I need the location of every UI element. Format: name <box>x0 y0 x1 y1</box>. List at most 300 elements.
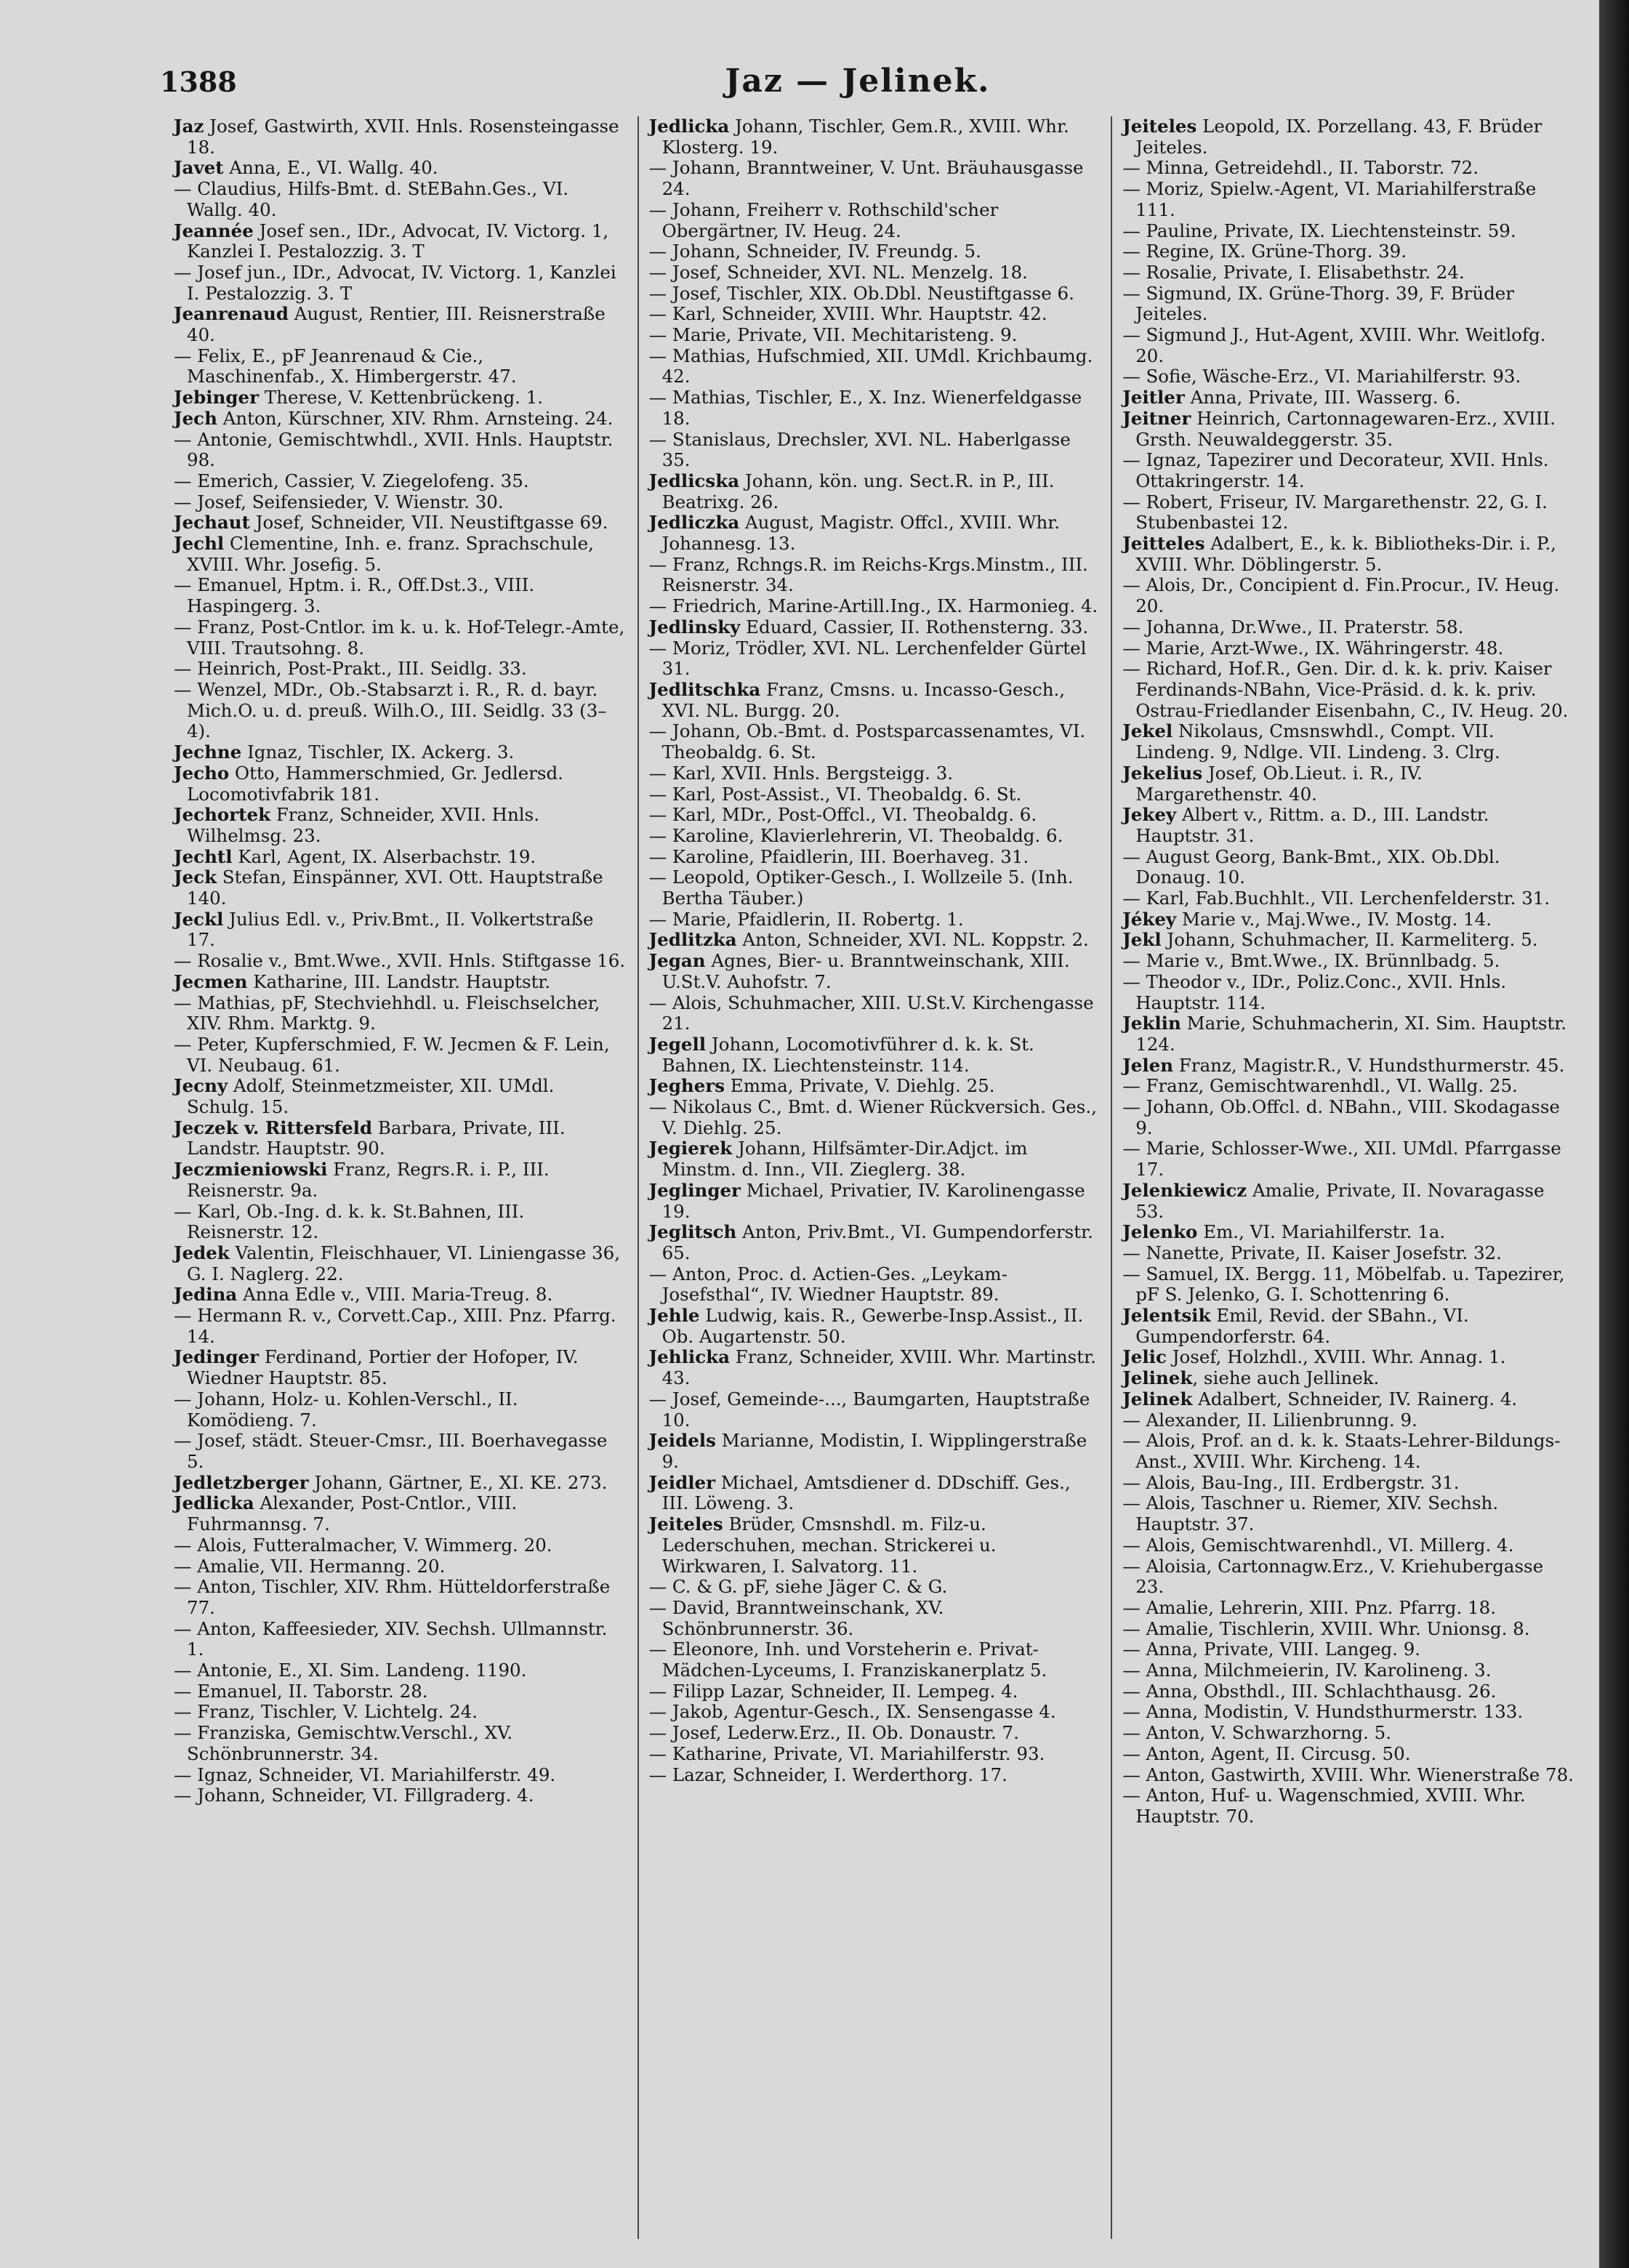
entry-surname: Jeiteles <box>1122 116 1197 137</box>
entry-text: — Josef, städt. Steuer-Cmsr., III. Boerhavegasse 5. <box>174 1430 608 1472</box>
entry-text: — Johann, Schneider, VI. Fillgraderg. 4. <box>174 1785 534 1806</box>
entry-surname: Jelenkiewicz <box>1122 1179 1247 1201</box>
entry-text: — Aloisia, Cartonnagw.Erz., V. Kriehubergasse 23. <box>1122 1555 1544 1598</box>
entry-text: — Amalie, VII. Hermanng. 20. <box>174 1555 446 1577</box>
directory-entry <box>649 680 1101 721</box>
entry-text: — Regine, IX. Grüne-Thorg. 39. <box>1122 241 1407 262</box>
directory-entry <box>649 805 1101 826</box>
directory-entry <box>649 1347 1101 1388</box>
directory-entry <box>1122 116 1574 158</box>
entry-text: Josef, Gastwirth, XVII. Hnls. Rosensteingasse 18. <box>187 116 619 158</box>
entry-text: Adolf, Steinmetzmeister, XII. UMdl. Schulg. 15. <box>187 1075 555 1118</box>
directory-entry <box>174 951 627 972</box>
directory-entry <box>1122 721 1574 763</box>
entry-surname: Jeanrenaud <box>174 303 289 325</box>
entry-text: — Alois, Dr., Concipient d. Fin.Procur., IV. Heug. 20. <box>1122 574 1560 617</box>
directory-entry <box>1122 1765 1574 1786</box>
entry-text: Anton, Schneider, XVI. NL. Koppstr. 2. <box>736 929 1089 951</box>
entry-text: — Johann, Ob.-Bmt. d. Postsparcassenamtes, VI. Theobaldg. 6. St. <box>648 720 1086 763</box>
directory-entry <box>174 1785 627 1806</box>
directory-entry <box>649 847 1101 868</box>
entry-text: — Josef jun., IDr., Advocat, IV. Victorg. 1, Kanzlei I. Pestalozzig. 3. T <box>174 261 616 304</box>
directory-entry <box>649 471 1101 512</box>
directory-entry <box>649 909 1101 930</box>
directory-entry <box>1122 492 1574 534</box>
entry-text: — Alois, Schuhmacher, XIII. U.St.V. Kirchengasse 21. <box>648 992 1094 1034</box>
entry-text: — Anton, Kaffeesieder, XIV. Sechsh. Ullmannstr. 1. <box>174 1617 608 1660</box>
entry-surname: Jedlicka <box>174 1492 254 1514</box>
directory-entry <box>1122 1013 1574 1055</box>
entry-surname: Jedlitschka <box>648 678 761 700</box>
directory-entry <box>1122 1181 1574 1222</box>
directory-entry <box>174 1660 627 1681</box>
entry-text: — Amalie, Lehrerin, XIII. Pnz. Pfarrg. 18. <box>1122 1596 1497 1618</box>
entry-text: Agnes, Bier- u. Branntweinschank, XIII. U.St.V. Auhofstr. 7. <box>661 950 1070 992</box>
directory-entry <box>1122 1243 1574 1264</box>
directory-entry <box>649 262 1101 284</box>
entry-text: Franz, Regrs.R. i. P., III. Reisnerstr. 9a. <box>187 1159 550 1201</box>
entry-text: — Anna, Private, VIII. Langeg. 9. <box>1122 1638 1421 1660</box>
entry-text: — Anna, Milchmeierin, IV. Karolineng. 3. <box>1122 1660 1492 1681</box>
directory-entry <box>649 1097 1101 1138</box>
entry-text: Ludwig, kais. R., Gewerbe-Insp.Assist., II. Ob. Augartenstr. 50. <box>661 1305 1084 1347</box>
directory-entry <box>174 763 627 805</box>
entry-text: — Samuel, IX. Bergg. 11, Möbelfab. u. Tapezirer, pF S. Jelenko, G. I. Schottenring 6. <box>1122 1263 1565 1306</box>
entry-surname: Jekl <box>1122 929 1162 951</box>
entry-surname: Jeitner <box>1122 407 1191 429</box>
directory-entry <box>1122 325 1574 366</box>
directory-entry <box>174 387 627 409</box>
entry-text: — Anna, Obsthdl., III. Schlachthausg. 26. <box>1122 1680 1497 1702</box>
directory-entry <box>1122 805 1574 846</box>
entry-text: Anton, Priv.Bmt., VI. Gumpendorferstr. 65. <box>661 1221 1093 1263</box>
directory-entry <box>174 262 627 304</box>
directory-entry <box>1122 179 1574 220</box>
entry-text: Josef, Ob.Lieut. i. R., IV. Margarethenstr. 40. <box>1135 762 1423 805</box>
entry-surname: Jecho <box>174 762 230 784</box>
entry-text: — Anton, V. Schwarzhorng. 5. <box>1122 1722 1392 1744</box>
entry-surname: Jekelius <box>1122 762 1203 784</box>
directory-entry <box>649 555 1101 596</box>
entry-text: — Emanuel, Hptm. i. R., Off.Dst.3., VIII. Haspingerg. 3. <box>174 574 535 617</box>
directory-entry <box>649 1222 1101 1263</box>
entry-text: — Emanuel, II. Taborstr. 28. <box>174 1680 428 1702</box>
entry-text: — Hermann R. v., Corvett.Cap., XIII. Pnz. Pfarrg. 14. <box>174 1305 616 1347</box>
directory-entry <box>649 116 1101 158</box>
directory-entry <box>174 1202 627 1243</box>
entry-surname: Jelic <box>1122 1346 1167 1368</box>
entry-text: — Sigmund, IX. Grüne-Thorg. 39, F. Brüder Jeiteles. <box>1122 282 1515 325</box>
directory-entry <box>649 387 1101 429</box>
directory-entry <box>174 1577 627 1618</box>
entry-surname: Jeiteles <box>648 1513 723 1535</box>
directory-entry <box>649 158 1101 199</box>
entry-text: Johann, kön. ung. Sect.R. in P., III. Beatrixg. 26. <box>661 470 1055 512</box>
entry-surname: Jedinger <box>174 1346 260 1368</box>
entry-text: — Karoline, Pfaidlerin, III. Boerhaveg. 31. <box>648 845 1029 867</box>
directory-entry <box>1122 763 1574 805</box>
directory-entry <box>174 1681 627 1702</box>
page-number: 1388 <box>160 65 237 98</box>
directory-entry <box>649 930 1101 951</box>
directory-entry <box>1122 387 1574 409</box>
directory-entry <box>649 325 1101 346</box>
directory-entry <box>174 1493 627 1535</box>
entry-text: — Franz, Tischler, V. Lichtelg. 24. <box>174 1701 478 1723</box>
entry-text: — Johann, Ob.Offcl. d. NBahn., VIII. Skodagasse 9. <box>1122 1096 1560 1138</box>
entry-text: — Franziska, Gemischtw.Verschl., XV. Schönbrunnerstr. 34. <box>174 1722 513 1764</box>
entry-surname: Jedlicka <box>648 116 730 137</box>
directory-entry <box>174 1765 627 1786</box>
directory-entry <box>1122 847 1574 888</box>
entry-text: August, Rentier, III. Reisnerstraße 40. <box>187 303 606 346</box>
entry-text: Franz, Magistr.R., V. Hundsthurmerstr. 45. <box>1173 1054 1565 1076</box>
directory-entry <box>174 471 627 492</box>
directory-entry <box>1122 284 1574 325</box>
directory-entry <box>1122 1368 1574 1389</box>
entry-surname: Jelenko <box>1122 1221 1198 1243</box>
entry-surname: Jekel <box>1122 720 1173 742</box>
entry-surname: Jegan <box>648 950 706 972</box>
entry-text: — Amalie, Tischlerin, XVIII. Whr. Unionsg. 8. <box>1122 1617 1530 1639</box>
directory-entry <box>1122 1264 1574 1306</box>
entry-text: Johann, Schuhmacher, II. Karmeliterg. 5. <box>1161 929 1538 951</box>
entry-text: Julius Edl. v., Priv.Bmt., II. Volkertstraße 17. <box>187 908 594 951</box>
entry-text: Em., VI. Mariahilferstr. 1a. <box>1197 1221 1446 1243</box>
directory-entry <box>1122 1535 1574 1556</box>
entry-text: — Marie v., Bmt.Wwe., IX. Brünnlbadg. 5. <box>1122 950 1500 972</box>
entry-text: — Felix, E., pF Jeanrenaud & Cie., Maschinenfab., X. Himbergerstr. 47. <box>174 345 517 387</box>
entry-text: — Richard, Hof.R., Gen. Dir. d. k. k. priv. Kaiser Ferdinands-NBahn, Vice-Präsid. d. k. k. priv. Ostrau-Friedlander Eisenbahn, C., IV. Heug. 20. <box>1122 658 1569 721</box>
entry-text: — Josef, Gemeinde-..., Baumgarten, Hauptstraße 10. <box>648 1388 1090 1431</box>
directory-entry <box>174 1619 627 1660</box>
entry-text: — Wenzel, MDr., Ob.-Stabsarzt i. R., R. d. bayr. Mich.O. u. d. preuß. Wilh.O., III. Seidlg. 33 (3–4). <box>174 678 607 742</box>
directory-entry <box>1122 909 1574 930</box>
entry-text: — Mathias, pF, Stechviehhdl. u. Fleischselcher, XIV. Rhm. Marktg. 9. <box>174 992 600 1034</box>
entry-text: Heinrich, Cartonnagewaren-Erz., XVIII. Grsth. Neuwaldeggerstr. 35. <box>1135 407 1556 450</box>
directory-entry <box>649 1473 1101 1514</box>
entry-text: Albert v., Rittm. a. D., III. Landstr. Hauptstr. 31. <box>1135 804 1489 846</box>
directory-entry <box>174 1118 627 1159</box>
directory-entry <box>1122 158 1574 179</box>
directory-entry <box>649 763 1101 784</box>
entry-text: Valentin, Fleischhauer, VI. Liniengasse 36, G. I. Naglerg. 22. <box>187 1242 620 1284</box>
entry-text: — Anna, Modistin, V. Hundsthurmerstr. 133. <box>1122 1701 1524 1723</box>
entry-text: — Heinrich, Post-Prakt., III. Seidlg. 33. <box>174 658 527 680</box>
directory-entry <box>649 867 1101 909</box>
entry-surname: Jeglitsch <box>648 1221 737 1243</box>
directory-entry <box>649 1264 1101 1306</box>
entry-text: — Emerich, Cassier, V. Ziegelofeng. 35. <box>174 470 529 491</box>
directory-entry <box>1122 1055 1574 1077</box>
directory-entry <box>649 1389 1101 1431</box>
entry-surname: Jeczek v. Rittersfeld <box>174 1117 373 1138</box>
entry-surname: Jeitteles <box>1122 533 1205 555</box>
entry-surname: Javet <box>174 157 224 179</box>
entry-surname: Jedlitzka <box>648 929 737 951</box>
directory-entry <box>174 1389 627 1431</box>
directory-entry <box>649 1702 1101 1723</box>
directory-entry <box>174 221 627 262</box>
directory-entry <box>649 512 1101 554</box>
entry-text: Josef, Schneider, VII. Neustiftgasse 69. <box>249 512 608 534</box>
entry-text: — Franz, Post-Cntlor. im k. u. k. Hof-Telegr.-Amte, VIII. Trautsohng. 8. <box>174 616 625 659</box>
entry-text: — Marie, Private, VII. Mechitaristeng. 9. <box>648 324 1018 346</box>
directory-entry <box>1122 1723 1574 1744</box>
entry-text: — Theodor v., IDr., Poliz.Conc., XVII. Hnls. Hauptstr. 114. <box>1122 970 1507 1013</box>
entry-text: — Nikolaus C., Bmt. d. Wiener Rückversich. Ges., V. Diehlg. 25. <box>648 1096 1097 1138</box>
entry-surname: Jeczmieniowski <box>174 1159 328 1181</box>
entry-text: — Johanna, Dr.Wwe., II. Praterstr. 58. <box>1122 616 1464 638</box>
entry-surname: Jechaut <box>174 512 250 534</box>
entry-surname: Jeannée <box>174 220 254 241</box>
directory-entry <box>1122 1097 1574 1138</box>
directory-entry <box>174 742 627 763</box>
entry-text: — Jakob, Agentur-Gesch., IX. Sensengasse 4. <box>648 1701 1056 1723</box>
directory-entry <box>649 1744 1101 1765</box>
directory-entry <box>649 1681 1101 1702</box>
entry-text: — Josef, Lederw.Erz., II. Ob. Donaustr. 7. <box>648 1722 1019 1744</box>
entry-text: — Moriz, Spielw.-Agent, VI. Mariahilferstraße 111. <box>1122 178 1537 220</box>
entry-text: Marie, Schuhmacherin, XI. Sim. Hauptstr. 124. <box>1135 1013 1567 1055</box>
entry-surname: Jecny <box>174 1075 228 1097</box>
directory-entry <box>1122 1389 1574 1410</box>
directory-entry <box>1122 1702 1574 1723</box>
entry-text: — Sigmund J., Hut-Agent, XVIII. Whr. Weitlofg. 20. <box>1122 324 1546 366</box>
directory-entry <box>174 1306 627 1347</box>
directory-entry <box>174 1076 627 1117</box>
entry-text: — Stanislaus, Drechsler, XVI. NL. Haberlgasse 35. <box>648 428 1071 471</box>
entry-text: — Sofie, Wäsche-Erz., VI. Mariahilferstr. 93. <box>1122 366 1521 387</box>
entry-text: — Minna, Getreidehdl., II. Taborstr. 72. <box>1122 157 1479 179</box>
directory-entry <box>649 1639 1101 1681</box>
entry-text: — Moriz, Trödler, XVI. NL. Lerchenfelder Gürtel 31. <box>648 637 1087 680</box>
directory-entry <box>649 1514 1101 1577</box>
directory-entry <box>1122 1410 1574 1431</box>
entry-surname: Jechl <box>174 533 225 555</box>
directory-entry <box>649 1765 1101 1786</box>
entry-text: Franz, Schneider, XVIII. Whr. Martinstr. 43. <box>661 1346 1096 1389</box>
entry-text: Alexander, Post-Cntlor., VIII. Fuhrmannsg. 7. <box>187 1492 518 1535</box>
entry-text: — Lazar, Schneider, I. Werderthorg. 17. <box>648 1764 1007 1785</box>
entry-text: Otto, Hammerschmied, Gr. Jedlersd. Locomotivfabrik 181. <box>187 762 563 805</box>
entry-surname: Jeidler <box>648 1471 716 1493</box>
directory-entry <box>1122 1493 1574 1535</box>
entry-text: Nikolaus, Cmsnswhdl., Compt. VII. Lindeng. 9, Ndlge. VII. Lindeng. 3. Clrg. <box>1135 720 1500 763</box>
directory-entry <box>174 909 627 951</box>
entry-text: — Ignaz, Schneider, VI. Mariahilferstr. 49. <box>174 1764 556 1785</box>
directory-entry <box>649 304 1101 325</box>
entry-text: Brüder, Cmsnshdl. m. Filz-u. Lederschuhen, mechan. Strickerei u. Wirkwaren, I. Salvatorg. 11. <box>661 1513 997 1577</box>
entry-surname: Jeckl <box>174 908 224 930</box>
directory-columns <box>164 116 1585 2239</box>
entry-text: — Franz, Rchngs.R. im Reichs-Krgs.Minstm., III. Reisnerstr. 34. <box>648 553 1088 596</box>
directory-entry <box>649 1598 1101 1639</box>
entry-text: Johann, Hilfsämter-Dir.Adjct. im Minstm. d. Inn., VII. Zieglerg. 38. <box>661 1138 1028 1181</box>
entry-text: Anna Edle v., VIII. Maria-Treug. 8. <box>237 1284 553 1306</box>
directory-entry <box>174 346 627 387</box>
entry-text: Emma, Private, V. Diehlg. 25. <box>725 1075 995 1097</box>
directory-entry <box>174 179 627 220</box>
entry-text: — Karl, Ob.-Ing. d. k. k. St.Bahnen, III. Reisnerstr. 12. <box>174 1200 525 1243</box>
directory-entry <box>174 1702 627 1723</box>
entry-surname: Jedlinsky <box>648 616 741 638</box>
entry-text: — Anton, Proc. d. Actien-Ges. „Leykam-Josefsthal“, IV. Wiedner Hauptstr. 89. <box>648 1263 1007 1306</box>
directory-entry <box>1122 409 1574 450</box>
entry-text: Johann, Tischler, Gem.R., XVIII. Whr. Klosterg. 19. <box>661 116 1069 158</box>
directory-entry <box>1122 1619 1574 1640</box>
directory-entry <box>1122 575 1574 616</box>
entry-text: August, Magistr. Offcl., XVIII. Whr. Johannesg. 13. <box>661 512 1061 555</box>
column-1 <box>164 116 637 2239</box>
entry-text: Adalbert, Schneider, IV. Rainerg. 4. <box>1192 1388 1518 1410</box>
column-3 <box>1111 116 1585 2239</box>
directory-entry <box>649 1034 1101 1076</box>
entry-text: — Filipp Lazar, Schneider, II. Lempeg. 4. <box>648 1680 1018 1702</box>
directory-entry <box>649 617 1101 638</box>
directory-entry <box>1122 1744 1574 1765</box>
directory-entry <box>1122 1222 1574 1243</box>
entry-text: — Karl, Schneider, XVIII. Whr. Hauptstr. 42. <box>648 303 1047 325</box>
entry-surname: Jaz <box>174 116 204 137</box>
directory-entry <box>1122 972 1574 1013</box>
directory-entry <box>1122 262 1574 284</box>
entry-text: — Karl, Post-Assist., VI. Theobaldg. 6. St. <box>648 783 1022 805</box>
entry-text: — Karl, Fab.Buchhlt., VII. Lerchenfelderstr. 31. <box>1122 888 1550 909</box>
entry-surname: Jecmen <box>174 970 248 992</box>
entry-text: — Ignaz, Tapezirer und Decorateur, XVII. Hnls. Ottakringerstr. 14. <box>1122 449 1549 491</box>
directory-entry <box>1122 450 1574 491</box>
entry-text: Emil, Revid. der SBahn., VI. Gumpendorferstr. 64. <box>1135 1305 1469 1347</box>
entry-text: — Alois, Gemischtwarenhdl., VI. Millerg. 4. <box>1122 1534 1514 1556</box>
directory-entry <box>649 1577 1101 1598</box>
entry-text: — Rosalie v., Bmt.Wwe., XVII. Hnls. Stiftgasse 16. <box>174 950 626 972</box>
entry-text: — Mathias, Hufschmied, XII. UMdl. Krichbaumg. 42. <box>648 345 1093 387</box>
directory-entry <box>649 430 1101 471</box>
entry-text: — Anton, Huf- u. Wagenschmied, XVIII. Whr. Hauptstr. 70. <box>1122 1785 1526 1827</box>
directory-entry <box>649 596 1101 617</box>
entry-text: Johann, Locomotivführer d. k. k. St. Bahnen, IX. Liechtensteinstr. 114. <box>661 1033 1034 1076</box>
entry-text: Marie v., Maj.Wwe., IV. Mostg. 14. <box>1176 908 1492 930</box>
entry-text: Clementine, Inh. e. franz. Sprachschule, XVIII. Whr. Josefig. 5. <box>187 533 594 575</box>
entry-text: — Josef, Seifensieder, V. Wienstr. 30. <box>174 491 504 512</box>
entry-surname: Jeghers <box>648 1075 725 1097</box>
directory-entry <box>174 1159 627 1201</box>
directory-entry <box>1122 241 1574 262</box>
directory-entry <box>174 680 627 742</box>
directory-entry <box>649 951 1101 992</box>
directory-entry <box>174 617 627 659</box>
entry-text: — Alois, Bau-Ing., III. Erdbergstr. 31. <box>1122 1471 1460 1493</box>
entry-surname: Jehle <box>648 1305 700 1327</box>
entry-text: — Friedrich, Marine-Artill.Ing., IX. Harmonieg. 4. <box>648 595 1098 617</box>
entry-surname: Jedliczka <box>648 512 740 534</box>
entry-surname: Jegell <box>648 1033 707 1055</box>
entry-surname: Jeitler <box>1122 387 1185 409</box>
entry-surname: Jechne <box>174 741 242 763</box>
entry-text: Anna, E., VI. Wallg. 40. <box>223 157 438 179</box>
entry-text: — Karoline, Klavierlehrerin, VI. Theobaldg. 6. <box>648 824 1063 846</box>
entry-text: Josef sen., IDr., Advocat, IV. Victorg. 1, Kanzlei I. Pestalozzig. 3. T <box>187 220 609 262</box>
directory-entry <box>1122 659 1574 721</box>
entry-surname: Jelentsik <box>1122 1305 1211 1327</box>
entry-text: Ignaz, Tischler, IX. Ackerg. 3. <box>241 741 515 763</box>
directory-entry <box>1122 1785 1574 1827</box>
directory-entry <box>1122 1598 1574 1619</box>
entry-text: — Karl, MDr., Post-Offcl., VI. Theobaldg. 6. <box>648 804 1037 826</box>
entry-text: Marianne, Modistin, I. Wipplingerstraße 9. <box>661 1430 1087 1472</box>
directory-entry <box>174 1535 627 1556</box>
directory-entry <box>1122 1660 1574 1681</box>
entry-text: Therese, V. Kettenbrückeng. 1. <box>259 387 544 409</box>
entry-text: Anna, Private, III. Wasserg. 6. <box>1184 387 1461 409</box>
entry-text: Stefan, Einspänner, XVI. Ott. Hauptstraße 140. <box>187 866 603 909</box>
directory-entry <box>174 659 627 680</box>
entry-text: Leopold, IX. Porzellang. 43, F. Brüder Jeiteles. <box>1135 116 1542 158</box>
directory-entry <box>649 784 1101 805</box>
entry-text: — Eleonore, Inh. und Vorsteherin e. Privat-Mädchen-Lyceums, I. Franziskanerplatz 5. <box>648 1638 1047 1681</box>
directory-entry <box>1122 1681 1574 1702</box>
entry-text: Katharine, III. Landstr. Hauptstr. <box>247 970 551 992</box>
directory-entry <box>174 867 627 909</box>
entry-surname: Jelinek <box>1122 1367 1193 1389</box>
running-head: Jaz — Jelinek. <box>725 63 991 100</box>
entry-surname: Jebinger <box>174 387 260 409</box>
entry-surname: Jedek <box>174 1242 230 1263</box>
directory-entry <box>1122 1639 1574 1660</box>
entry-surname: Jedletzberger <box>174 1471 309 1493</box>
directory-entry <box>174 1284 627 1306</box>
entry-text: — Anton, Agent, II. Circusg. 50. <box>1122 1742 1411 1764</box>
entry-surname: Jeidels <box>648 1430 716 1452</box>
directory-entry <box>174 430 627 471</box>
entry-surname: Jechortek <box>174 804 271 826</box>
directory-entry <box>174 158 627 179</box>
directory-entry <box>174 1723 627 1764</box>
entry-text: — David, Branntweinschank, XV. Schönbrunnerstr. 36. <box>648 1596 944 1639</box>
directory-entry <box>174 116 627 158</box>
directory-entry <box>649 826 1101 847</box>
entry-text: — Claudius, Hilfs-Bmt. d. StEBahn.Ges., VI. Wallg. 40. <box>174 178 569 220</box>
entry-surname: Jeklin <box>1122 1013 1181 1034</box>
directory-entry <box>649 638 1101 680</box>
entry-text: — Nanette, Private, II. Kaiser Josefstr. 32. <box>1122 1242 1502 1263</box>
entry-surname: Jeglinger <box>648 1179 741 1201</box>
entry-text: — Johann, Holz- u. Kohlen-Verschl., II. Komödieng. 7. <box>174 1388 518 1431</box>
entry-surname: Jedina <box>174 1284 238 1306</box>
directory-entry <box>1122 534 1574 575</box>
directory-entry <box>649 241 1101 262</box>
directory-entry <box>174 512 627 534</box>
entry-text: Franz, Schneider, XVII. Hnls. Wilhelmsg. 23. <box>187 804 539 846</box>
directory-entry <box>649 1076 1101 1097</box>
directory-entry <box>649 284 1101 305</box>
column-2 <box>637 116 1111 2239</box>
entry-text: Amalie, Private, II. Novaragasse 53. <box>1135 1179 1545 1222</box>
directory-entry <box>174 575 627 616</box>
entry-text: Josef, Holzhdl., XVIII. Whr. Annag. 1. <box>1166 1346 1506 1368</box>
entry-text: , siehe auch Jellinek. <box>1192 1367 1380 1389</box>
entry-text: — Anton, Gastwirth, XVIII. Whr. Wienerstraße 78. <box>1122 1764 1574 1785</box>
entry-text: — Alois, Taschner u. Riemer, XIV. Sechsh. Hauptstr. 37. <box>1122 1492 1499 1535</box>
entry-surname: Jelinek <box>1122 1388 1193 1410</box>
entry-text: — Mathias, Tischler, E., X. Inz. Wienerfeldgasse 18. <box>648 387 1082 429</box>
entry-text: — Marie, Pfaidlerin, II. Robertg. 1. <box>648 908 964 930</box>
entry-text: — Katharine, Private, VI. Mariahilferstr. 93. <box>648 1742 1045 1764</box>
directory-entry <box>174 1034 627 1076</box>
entry-surname: Jegierek <box>648 1138 733 1159</box>
directory-entry <box>1122 1306 1574 1347</box>
